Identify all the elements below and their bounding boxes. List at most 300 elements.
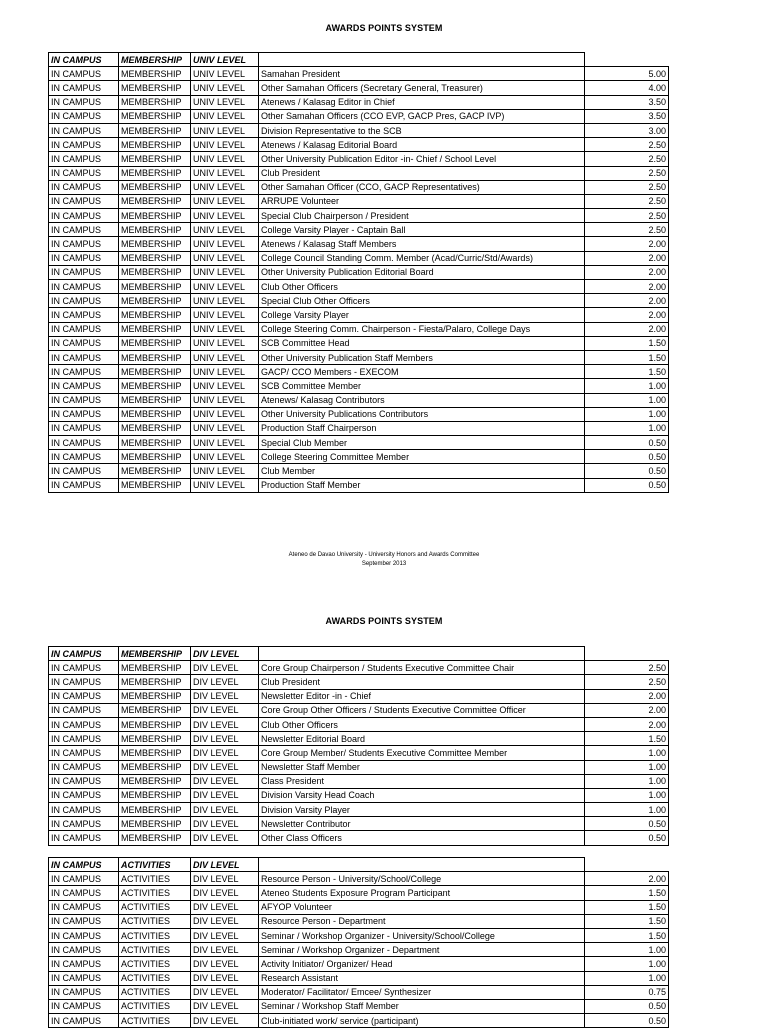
cell-points: 0.75 (585, 985, 669, 999)
header-empty (585, 858, 669, 872)
cell-category: MEMBERSHIP (119, 308, 191, 322)
cell-position: College Steering Comm. Chairperson - Fiesta/Palaro, College Days (259, 322, 585, 336)
cell-level: UNIV LEVEL (191, 294, 259, 308)
cell-location: IN CAMPUS (49, 760, 119, 774)
cell-level: UNIV LEVEL (191, 123, 259, 137)
cell-position: Newsletter Staff Member (259, 760, 585, 774)
cell-level: UNIV LEVEL (191, 280, 259, 294)
cell-points: 2.00 (585, 308, 669, 322)
cell-category: MEMBERSHIP (119, 831, 191, 845)
table-row (49, 294, 669, 308)
cell-category: MEMBERSHIP (119, 788, 191, 802)
table-row (49, 138, 669, 152)
cell-position: Newsletter Contributor (259, 817, 585, 831)
table-row (49, 689, 669, 703)
cell-level: UNIV LEVEL (191, 464, 259, 478)
cell-position: College Varsity Player - Captain Ball (259, 223, 585, 237)
cell-level: UNIV LEVEL (191, 251, 259, 265)
cell-level: DIV LEVEL (191, 675, 259, 689)
cell-location: IN CAMPUS (49, 280, 119, 294)
cell-location: IN CAMPUS (49, 436, 119, 450)
cell-level: DIV LEVEL (191, 703, 259, 717)
cell-category: ACTIVITIES (119, 957, 191, 971)
table-row (49, 450, 669, 464)
cell-location: IN CAMPUS (49, 717, 119, 731)
cell-position: Division Varsity Player (259, 803, 585, 817)
cell-level: DIV LEVEL (191, 957, 259, 971)
table-row (49, 900, 669, 914)
cell-level: DIV LEVEL (191, 1014, 259, 1028)
cell-location: IN CAMPUS (49, 999, 119, 1013)
cell-points: 1.00 (585, 421, 669, 435)
cell-level: UNIV LEVEL (191, 336, 259, 350)
cell-category: MEMBERSHIP (119, 350, 191, 364)
cell-position: Production Staff Member (259, 478, 585, 492)
cell-category: MEMBERSHIP (119, 322, 191, 336)
cell-category: MEMBERSHIP (119, 421, 191, 435)
cell-category: MEMBERSHIP (119, 732, 191, 746)
cell-points: 2.00 (585, 265, 669, 279)
cell-category: MEMBERSHIP (119, 746, 191, 760)
cell-location: IN CAMPUS (49, 788, 119, 802)
cell-points: 0.50 (585, 450, 669, 464)
cell-level: UNIV LEVEL (191, 365, 259, 379)
header-category: ACTIVITIES (119, 858, 191, 872)
header-blank (259, 858, 585, 872)
cell-position: AFYOP Volunteer (259, 900, 585, 914)
cell-points: 2.50 (585, 675, 669, 689)
cell-points: 2.50 (585, 661, 669, 675)
cell-category: MEMBERSHIP (119, 294, 191, 308)
cell-location: IN CAMPUS (49, 407, 119, 421)
cell-points: 4.00 (585, 81, 669, 95)
table-header-row (49, 647, 669, 661)
cell-location: IN CAMPUS (49, 251, 119, 265)
cell-points: 2.50 (585, 138, 669, 152)
cell-points: 1.50 (585, 336, 669, 350)
cell-level: DIV LEVEL (191, 760, 259, 774)
cell-level: UNIV LEVEL (191, 322, 259, 336)
cell-location: IN CAMPUS (49, 661, 119, 675)
cell-location: IN CAMPUS (49, 95, 119, 109)
cell-points: 2.00 (585, 280, 669, 294)
cell-position: Atenews / Kalasag Editorial Board (259, 138, 585, 152)
cell-points: 1.50 (585, 928, 669, 942)
cell-category: ACTIVITIES (119, 1014, 191, 1028)
table-row (49, 237, 669, 251)
cell-category: ACTIVITIES (119, 971, 191, 985)
header-empty (585, 53, 669, 67)
cell-points: 0.50 (585, 478, 669, 492)
cell-category: ACTIVITIES (119, 900, 191, 914)
cell-category: MEMBERSHIP (119, 95, 191, 109)
cell-position: Class President (259, 774, 585, 788)
cell-location: IN CAMPUS (49, 294, 119, 308)
header-category: MEMBERSHIP (119, 53, 191, 67)
cell-level: UNIV LEVEL (191, 407, 259, 421)
cell-level: DIV LEVEL (191, 717, 259, 731)
footer (0, 551, 768, 569)
cell-level: UNIV LEVEL (191, 152, 259, 166)
cell-position: Other Samahan Officers (CCO EVP, GACP Pres, GACP IVP) (259, 109, 585, 123)
cell-category: MEMBERSHIP (119, 194, 191, 208)
cell-location: IN CAMPUS (49, 393, 119, 407)
cell-location: IN CAMPUS (49, 886, 119, 900)
header-category: MEMBERSHIP (119, 647, 191, 661)
cell-points: 1.00 (585, 803, 669, 817)
footer-committee: Ateneo de Davao University - University Honors and Awards Committee (288, 552, 480, 558)
cell-location: IN CAMPUS (49, 732, 119, 746)
cell-location: IN CAMPUS (49, 81, 119, 95)
cell-location: IN CAMPUS (49, 689, 119, 703)
table-row (49, 407, 669, 421)
cell-position: Seminar / Workshop Organizer - Department (259, 943, 585, 957)
cell-category: MEMBERSHIP (119, 760, 191, 774)
table-row (49, 914, 669, 928)
cell-location: IN CAMPUS (49, 703, 119, 717)
cell-level: UNIV LEVEL (191, 478, 259, 492)
cell-level: UNIV LEVEL (191, 166, 259, 180)
cell-position: Other University Publication Editorial Board (259, 265, 585, 279)
cell-level: DIV LEVEL (191, 872, 259, 886)
table-row (49, 943, 669, 957)
cell-location: IN CAMPUS (49, 67, 119, 81)
cell-points: 2.00 (585, 872, 669, 886)
cell-points: 0.50 (585, 817, 669, 831)
cell-points: 2.50 (585, 194, 669, 208)
cell-position: ARRUPE Volunteer (259, 194, 585, 208)
table-row (49, 81, 669, 95)
cell-category: ACTIVITIES (119, 886, 191, 900)
table-row (49, 760, 669, 774)
cell-position: SCB Committee Head (259, 336, 585, 350)
cell-position: Research Assistant (259, 971, 585, 985)
table-row (49, 971, 669, 985)
cell-category: MEMBERSHIP (119, 265, 191, 279)
cell-level: UNIV LEVEL (191, 379, 259, 393)
cell-category: MEMBERSHIP (119, 817, 191, 831)
cell-level: DIV LEVEL (191, 746, 259, 760)
cell-position: Activity Initiator/ Organizer/ Head (259, 957, 585, 971)
cell-category: MEMBERSHIP (119, 464, 191, 478)
cell-points: 2.00 (585, 689, 669, 703)
cell-position: Club Member (259, 464, 585, 478)
cell-level: DIV LEVEL (191, 732, 259, 746)
cell-points: 1.00 (585, 788, 669, 802)
cell-category: MEMBERSHIP (119, 109, 191, 123)
cell-points: 1.00 (585, 760, 669, 774)
page-title-2: AWARDS POINTS SYSTEM (325, 616, 443, 626)
cell-level: DIV LEVEL (191, 831, 259, 845)
cell-location: IN CAMPUS (49, 985, 119, 999)
table-row (49, 365, 669, 379)
cell-level: DIV LEVEL (191, 689, 259, 703)
cell-category: MEMBERSHIP (119, 393, 191, 407)
cell-location: IN CAMPUS (49, 237, 119, 251)
table-row (49, 421, 669, 435)
cell-position: Special Club Other Officers (259, 294, 585, 308)
table-row (49, 675, 669, 689)
cell-location: IN CAMPUS (49, 872, 119, 886)
cell-points: 2.50 (585, 180, 669, 194)
cell-position: Resource Person - Department (259, 914, 585, 928)
cell-level: DIV LEVEL (191, 999, 259, 1013)
table-row (49, 336, 669, 350)
table-row (49, 999, 669, 1013)
cell-category: MEMBERSHIP (119, 180, 191, 194)
cell-level: UNIV LEVEL (191, 138, 259, 152)
cell-category: MEMBERSHIP (119, 675, 191, 689)
table-row (49, 265, 669, 279)
table-row (49, 109, 669, 123)
cell-points: 2.50 (585, 223, 669, 237)
cell-category: MEMBERSHIP (119, 152, 191, 166)
cell-location: IN CAMPUS (49, 478, 119, 492)
cell-points: 2.00 (585, 322, 669, 336)
cell-category: MEMBERSHIP (119, 365, 191, 379)
cell-location: IN CAMPUS (49, 265, 119, 279)
cell-level: UNIV LEVEL (191, 109, 259, 123)
table-row (49, 223, 669, 237)
table-row (49, 831, 669, 845)
cell-level: UNIV LEVEL (191, 350, 259, 364)
cell-points: 2.00 (585, 703, 669, 717)
table-row (49, 886, 669, 900)
table-row (49, 95, 669, 109)
page-title: AWARDS POINTS SYSTEM (325, 23, 443, 33)
cell-points: 1.50 (585, 900, 669, 914)
cell-level: UNIV LEVEL (191, 81, 259, 95)
cell-level: DIV LEVEL (191, 817, 259, 831)
cell-category: MEMBERSHIP (119, 237, 191, 251)
cell-points: 0.50 (585, 436, 669, 450)
cell-category: ACTIVITIES (119, 914, 191, 928)
cell-points: 0.50 (585, 999, 669, 1013)
cell-location: IN CAMPUS (49, 928, 119, 942)
cell-level: UNIV LEVEL (191, 67, 259, 81)
cell-points: 2.50 (585, 152, 669, 166)
cell-position: Atenews/ Kalasag Contributors (259, 393, 585, 407)
cell-location: IN CAMPUS (49, 194, 119, 208)
cell-category: MEMBERSHIP (119, 123, 191, 137)
cell-location: IN CAMPUS (49, 900, 119, 914)
table-row (49, 703, 669, 717)
cell-position: Club President (259, 166, 585, 180)
cell-level: DIV LEVEL (191, 900, 259, 914)
header-empty (585, 647, 669, 661)
table-row (49, 166, 669, 180)
div-membership-table (48, 646, 669, 846)
cell-category: MEMBERSHIP (119, 803, 191, 817)
cell-position: Other University Publication Staff Members (259, 350, 585, 364)
cell-location: IN CAMPUS (49, 365, 119, 379)
cell-level: DIV LEVEL (191, 943, 259, 957)
table-row (49, 209, 669, 223)
cell-position: Resource Person - University/School/College (259, 872, 585, 886)
cell-location: IN CAMPUS (49, 223, 119, 237)
cell-category: MEMBERSHIP (119, 703, 191, 717)
cell-location: IN CAMPUS (49, 817, 119, 831)
cell-level: DIV LEVEL (191, 886, 259, 900)
cell-location: IN CAMPUS (49, 957, 119, 971)
cell-position: Seminar / Workshop Staff Member (259, 999, 585, 1013)
cell-points: 3.50 (585, 95, 669, 109)
cell-points: 3.50 (585, 109, 669, 123)
cell-position: Special Club Member (259, 436, 585, 450)
table-row (49, 717, 669, 731)
cell-category: MEMBERSHIP (119, 379, 191, 393)
table-row (49, 464, 669, 478)
cell-level: UNIV LEVEL (191, 308, 259, 322)
table-row (49, 788, 669, 802)
cell-points: 1.50 (585, 914, 669, 928)
header-blank (259, 53, 585, 67)
cell-location: IN CAMPUS (49, 746, 119, 760)
cell-location: IN CAMPUS (49, 152, 119, 166)
cell-level: DIV LEVEL (191, 971, 259, 985)
table-row (49, 152, 669, 166)
cell-location: IN CAMPUS (49, 464, 119, 478)
cell-points: 3.00 (585, 123, 669, 137)
cell-points: 0.50 (585, 1014, 669, 1028)
cell-level: DIV LEVEL (191, 928, 259, 942)
cell-level: UNIV LEVEL (191, 194, 259, 208)
cell-position: Club President (259, 675, 585, 689)
cell-level: UNIV LEVEL (191, 450, 259, 464)
cell-points: 1.00 (585, 746, 669, 760)
cell-category: MEMBERSHIP (119, 166, 191, 180)
table-row (49, 123, 669, 137)
header-blank (259, 647, 585, 661)
cell-position: Newsletter Editor -in - Chief (259, 689, 585, 703)
cell-location: IN CAMPUS (49, 971, 119, 985)
cell-location: IN CAMPUS (49, 450, 119, 464)
cell-location: IN CAMPUS (49, 803, 119, 817)
cell-location: IN CAMPUS (49, 943, 119, 957)
cell-level: UNIV LEVEL (191, 237, 259, 251)
cell-location: IN CAMPUS (49, 209, 119, 223)
cell-position: Division Varsity Head Coach (259, 788, 585, 802)
table-row (49, 308, 669, 322)
cell-position: Other Class Officers (259, 831, 585, 845)
table-row (49, 67, 669, 81)
table-row (49, 436, 669, 450)
cell-position: Other Samahan Officers (Secretary General, Treasurer) (259, 81, 585, 95)
cell-category: MEMBERSHIP (119, 138, 191, 152)
cell-level: UNIV LEVEL (191, 209, 259, 223)
table-row (49, 1014, 669, 1028)
cell-points: 1.00 (585, 957, 669, 971)
cell-location: IN CAMPUS (49, 421, 119, 435)
cell-position: Newsletter Editorial Board (259, 732, 585, 746)
cell-points: 1.00 (585, 393, 669, 407)
cell-position: SCB Committee Member (259, 379, 585, 393)
cell-level: UNIV LEVEL (191, 180, 259, 194)
cell-points: 5.00 (585, 67, 669, 81)
cell-location: IN CAMPUS (49, 308, 119, 322)
cell-position: Atenews / Kalasag Editor in Chief (259, 95, 585, 109)
table-row (49, 393, 669, 407)
cell-points: 1.50 (585, 350, 669, 364)
cell-position: College Council Standing Comm. Member (Acad/Curric/Std/Awards) (259, 251, 585, 265)
cell-points: 1.00 (585, 379, 669, 393)
div-activities-table (48, 857, 669, 1028)
header-level: DIV LEVEL (191, 647, 259, 661)
cell-position: Core Group Chairperson / Students Executive Committee Chair (259, 661, 585, 675)
cell-position: College Steering Committee Member (259, 450, 585, 464)
table-row (49, 661, 669, 675)
header-level: DIV LEVEL (191, 858, 259, 872)
cell-level: DIV LEVEL (191, 803, 259, 817)
cell-level: DIV LEVEL (191, 914, 259, 928)
table-row (49, 379, 669, 393)
cell-position: Atenews / Kalasag Staff Members (259, 237, 585, 251)
cell-points: 1.00 (585, 943, 669, 957)
table-row (49, 803, 669, 817)
cell-location: IN CAMPUS (49, 675, 119, 689)
cell-level: DIV LEVEL (191, 661, 259, 675)
cell-position: Special Club Chairperson / President (259, 209, 585, 223)
cell-points: 1.50 (585, 365, 669, 379)
cell-position: Core Group Other Officers / Students Executive Committee Officer (259, 703, 585, 717)
cell-position: College Varsity Player (259, 308, 585, 322)
cell-position: Club-initiated work/ service (participant) (259, 1014, 585, 1028)
cell-location: IN CAMPUS (49, 379, 119, 393)
cell-category: MEMBERSHIP (119, 661, 191, 675)
cell-level: UNIV LEVEL (191, 95, 259, 109)
cell-category: MEMBERSHIP (119, 81, 191, 95)
cell-location: IN CAMPUS (49, 123, 119, 137)
cell-position: Club Other Officers (259, 717, 585, 731)
cell-level: UNIV LEVEL (191, 265, 259, 279)
cell-points: 1.50 (585, 732, 669, 746)
cell-category: ACTIVITIES (119, 943, 191, 957)
cell-category: ACTIVITIES (119, 928, 191, 942)
cell-location: IN CAMPUS (49, 774, 119, 788)
table-row (49, 985, 669, 999)
cell-location: IN CAMPUS (49, 336, 119, 350)
table-row (49, 478, 669, 492)
table-row (49, 322, 669, 336)
cell-location: IN CAMPUS (49, 1014, 119, 1028)
univ-membership-table (48, 52, 669, 493)
cell-category: MEMBERSHIP (119, 280, 191, 294)
cell-level: DIV LEVEL (191, 774, 259, 788)
cell-level: UNIV LEVEL (191, 436, 259, 450)
footer-date: September 2013 (361, 561, 407, 567)
table-row (49, 732, 669, 746)
cell-level: UNIV LEVEL (191, 421, 259, 435)
cell-category: MEMBERSHIP (119, 717, 191, 731)
cell-position: Club Other Officers (259, 280, 585, 294)
header-location: IN CAMPUS (49, 53, 119, 67)
cell-category: MEMBERSHIP (119, 209, 191, 223)
table-row (49, 194, 669, 208)
cell-category: MEMBERSHIP (119, 689, 191, 703)
cell-position: GACP/ CCO Members - EXECOM (259, 365, 585, 379)
cell-location: IN CAMPUS (49, 322, 119, 336)
cell-level: UNIV LEVEL (191, 393, 259, 407)
cell-level: UNIV LEVEL (191, 223, 259, 237)
cell-position: Seminar / Workshop Organizer - University/School/College (259, 928, 585, 942)
cell-position: Other University Publication Editor -in- Chief / School Level (259, 152, 585, 166)
table-row (49, 872, 669, 886)
cell-category: MEMBERSHIP (119, 67, 191, 81)
cell-location: IN CAMPUS (49, 180, 119, 194)
header-level: UNIV LEVEL (191, 53, 259, 67)
header-location: IN CAMPUS (49, 647, 119, 661)
table-row (49, 251, 669, 265)
